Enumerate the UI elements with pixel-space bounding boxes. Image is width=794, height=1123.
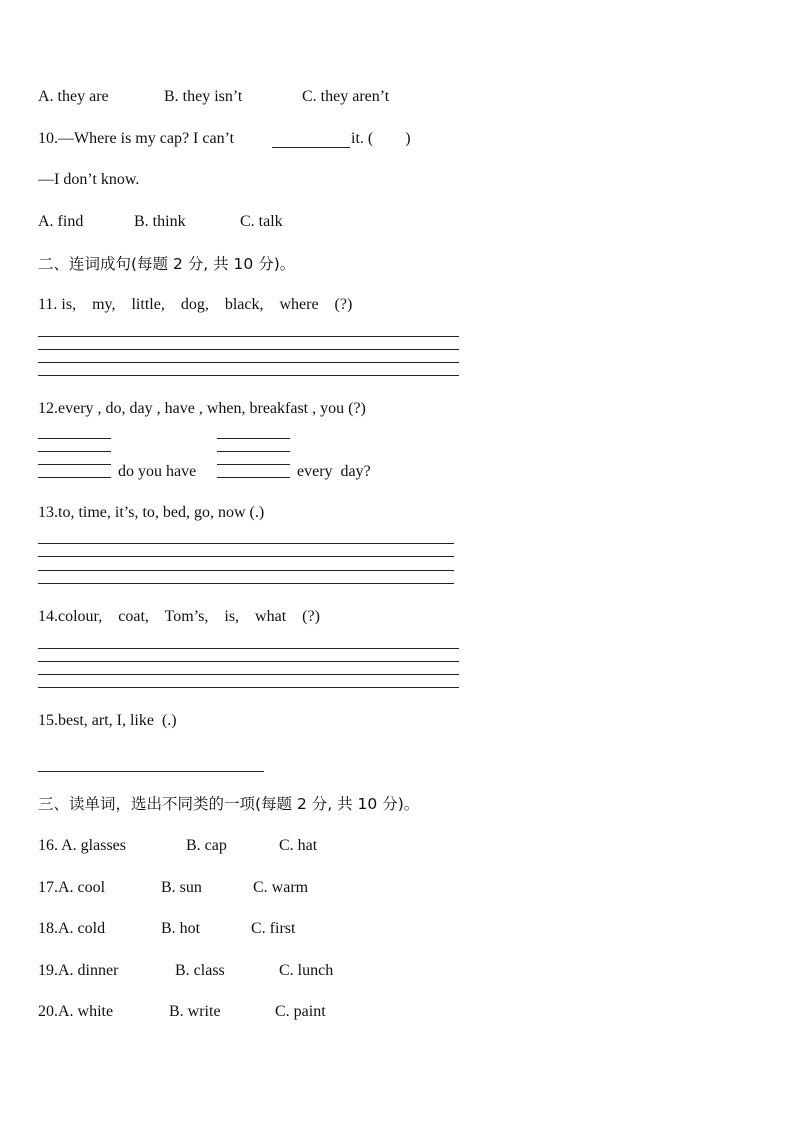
q10-prompt-end: it. ( )	[351, 130, 411, 147]
writing-line	[38, 349, 459, 350]
q17-option-a: 17.A. cool	[38, 879, 106, 896]
q10-option-b: B. think	[134, 213, 186, 230]
q14-prompt: 14.colour, coat, Tom’s, is, what (?)	[38, 608, 320, 625]
writing-line	[38, 451, 111, 452]
q15-prompt: 15.best, art, I, like (.)	[38, 712, 177, 729]
q9-option-c: C. they aren’t	[302, 88, 390, 105]
q17-option-c: C. warm	[253, 879, 309, 896]
writing-line	[38, 556, 454, 557]
writing-line	[38, 375, 459, 376]
q16-option-a: 16. A. glasses	[38, 837, 126, 854]
q15-answer-line[interactable]	[38, 771, 264, 772]
q10-option-a: A. find	[38, 213, 84, 230]
q13-prompt: 13.to, time, it’s, to, bed, go, now (.)	[38, 504, 265, 521]
writing-line	[38, 570, 454, 571]
q12-middle-text: do you have	[118, 463, 197, 480]
q18-option-c: C. first	[251, 920, 296, 937]
writing-line	[217, 464, 290, 465]
q20-option-b: B. write	[169, 1003, 221, 1020]
q18-option-b: B. hot	[161, 920, 201, 937]
writing-line	[38, 477, 111, 478]
writing-line	[38, 464, 111, 465]
writing-line	[217, 438, 290, 439]
writing-line	[38, 438, 111, 439]
writing-line	[217, 451, 290, 452]
q11-prompt: 11. is, my, little, dog, black, where (?)	[38, 296, 353, 313]
q10-reply: —I don’t know.	[38, 171, 140, 188]
q10-prompt: 10.—Where is my cap? I can’t	[38, 130, 235, 147]
q19-option-b: B. class	[175, 962, 225, 979]
q16-option-b: B. cap	[186, 837, 227, 854]
q9-option-a: A. they are	[38, 88, 109, 105]
writing-line	[38, 687, 459, 688]
q10-answer-blank[interactable]	[272, 147, 350, 148]
q9-option-b: B. they isn’t	[164, 88, 243, 105]
writing-line	[38, 362, 459, 363]
writing-line	[38, 543, 454, 544]
q16-option-c: C. hat	[279, 837, 318, 854]
section2-heading: 二、连词成句(每题 2 分, 共 10 分)。	[38, 255, 296, 273]
writing-line	[38, 661, 459, 662]
q18-option-a: 18.A. cold	[38, 920, 106, 937]
q17-option-b: B. sun	[161, 879, 202, 896]
writing-line	[38, 674, 459, 675]
q12-prompt: 12.every , do, day , have , when, breakfast , you (?)	[38, 400, 366, 417]
q19-option-c: C. lunch	[279, 962, 334, 979]
writing-line	[38, 583, 454, 584]
writing-line	[217, 477, 290, 478]
q20-option-c: C. paint	[275, 1003, 326, 1020]
section3-heading: 三、读单词，选出不同类的一项(每题 2 分, 共 10 分)。	[38, 795, 420, 813]
writing-line	[38, 336, 459, 337]
writing-line	[38, 648, 459, 649]
q19-option-a: 19.A. dinner	[38, 962, 119, 979]
q12-end-text: every day?	[297, 463, 371, 480]
q20-option-a: 20.A. white	[38, 1003, 114, 1020]
q10-option-c: C. talk	[240, 213, 283, 230]
